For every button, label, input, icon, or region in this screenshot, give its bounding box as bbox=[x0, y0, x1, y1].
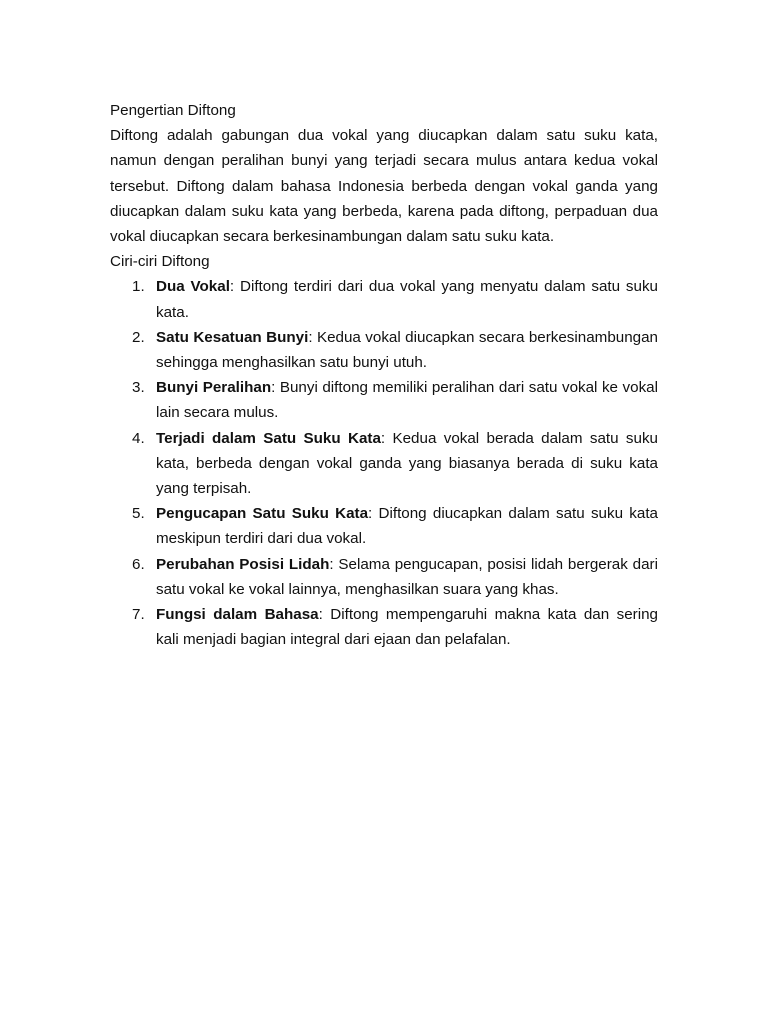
list-item-term: Bunyi Peralihan bbox=[156, 379, 272, 397]
definition-paragraph: Diftong adalah gabungan dua vokal yang diucapkan dalam satu suku kata, namun dengan peralihan bunyi yang terjadi secara mulus antara kedua vokal tersebut. Diftong dalam bahasa Indonesia berbeda dengan vokal ganda yang diucapkan dalam suku kata yang berbeda, karena pada diftong, perpaduan dua vokal diucapkan secara berkesinambungan dalam satu suku kata. bbox=[110, 127, 658, 246]
list-item bbox=[110, 325, 658, 375]
document-page bbox=[110, 98, 658, 652]
list-item-number: 2. bbox=[132, 328, 145, 346]
list-item bbox=[110, 552, 658, 602]
list-item-text: : Bunyi diftong memiliki peralihan dari satu vokal ke vokal lain secara mulus. bbox=[156, 379, 658, 422]
list-item-term: Terjadi dalam Satu Suku Kata bbox=[156, 429, 381, 447]
list-item-number: 4. bbox=[132, 429, 145, 447]
list-item-term: Perubahan Posisi Lidah bbox=[156, 555, 330, 573]
list-item-text: : Diftong mempengaruhi makna kata dan sering kali menjadi bagian integral dari ejaan dan pelafalan. bbox=[156, 606, 659, 649]
list-item-term: Fungsi dalam Bahasa bbox=[156, 606, 319, 624]
list-item bbox=[110, 274, 658, 324]
list-item-number: 1. bbox=[132, 278, 145, 296]
characteristics-list bbox=[110, 274, 658, 652]
list-item-number: 3. bbox=[132, 379, 145, 397]
list-item-term: Satu Kesatuan Bunyi bbox=[156, 328, 309, 346]
list-item-text: : Selama pengucapan, posisi lidah bergerak dari satu vokal ke vokal lainnya, menghasilkan suara yang khas. bbox=[156, 555, 658, 598]
list-item-text: : Kedua vokal berada dalam satu suku kata, berbeda dengan vokal ganda yang biasanya berada di suku kata yang terpisah. bbox=[156, 429, 658, 498]
section-title-pengertian: Pengertian Diftong bbox=[110, 102, 236, 119]
list-item-text: : Diftong diucapkan dalam satu suku kata meskipun terdiri dari dua vokal. bbox=[156, 505, 658, 548]
list-item-term: Pengucapan Satu Suku Kata bbox=[156, 505, 369, 523]
list-item-number: 6. bbox=[132, 555, 145, 573]
list-item bbox=[110, 375, 658, 425]
list-item-text: : Diftong terdiri dari dua vokal yang menyatu dalam satu suku kata. bbox=[156, 278, 658, 321]
list-item bbox=[110, 501, 658, 551]
list-item bbox=[110, 426, 658, 502]
list-item-number: 5. bbox=[132, 505, 145, 523]
list-item-number: 7. bbox=[132, 606, 145, 624]
list-item bbox=[110, 602, 658, 652]
list-item-text: : Kedua vokal diucapkan secara berkesinambungan sehingga menghasilkan satu bunyi utuh. bbox=[156, 328, 659, 372]
list-item-term: Dua Vokal bbox=[156, 278, 230, 296]
section-title-ciri-ciri: Ciri-ciri Diftong bbox=[110, 253, 210, 271]
